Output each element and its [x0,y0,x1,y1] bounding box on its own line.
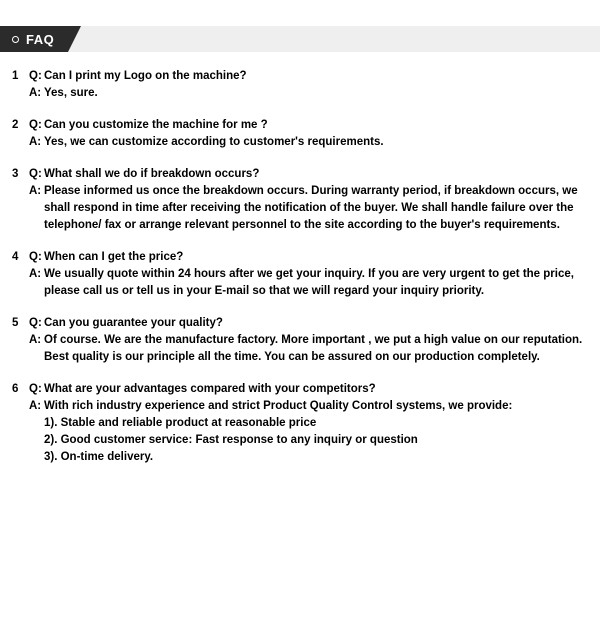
answer-tag: A: [29,400,42,412]
faq-answer-row [29,85,586,102]
question-text: Can I print my Logo on the machine? [44,70,247,82]
answer-text: Yes, we can customize according to customer's requirements. [44,136,384,148]
question-tag: Q: [29,383,42,395]
answer-tag: A: [29,185,42,197]
faq-answer-row [29,398,586,415]
answer-text: Yes, sure. [44,87,98,99]
circle-outline-icon [12,36,19,43]
faq-answer-row [29,266,586,300]
faq-item-number: 5 [12,317,19,329]
answer-text: Of course. We are the manufacture factory. More important , we put a high value on our reputation. Best quality is our principle all the time. You can be assured on our production completely. [44,334,583,363]
answer-sub-item: 3). On-time delivery. [44,451,154,463]
faq-item-body [29,249,586,300]
faq-item [12,315,586,366]
faq-item-number: 6 [12,383,19,395]
faq-list [0,52,600,466]
faq-question-row [29,166,586,183]
faq-header-tab [0,26,68,52]
question-tag: Q: [29,251,42,263]
question-tag: Q: [29,70,42,82]
answer-tag: A: [29,268,42,280]
faq-item-body [29,166,586,234]
question-text: What are your advantages compared with your competitors? [44,383,376,395]
faq-answer-row [29,134,586,151]
faq-item-body [29,315,586,366]
answer-text: Please informed us once the breakdown occurs. During warranty period, if breakdown occurs, we shall respond in time after receiving the notification of the buyer. We shall handle failure over the telephone/ fax or arrange relevant personnel to the site according to the buyer's requirements. [44,185,578,231]
answer-sub-item: 2). Good customer service: Fast response to any inquiry or question [44,434,418,446]
faq-title: FAQ [26,31,55,47]
faq-item [12,117,586,151]
faq-item [12,68,586,102]
question-tag: Q: [29,168,42,180]
faq-answer-row [29,183,586,234]
faq-item [12,249,586,300]
faq-answer-row [29,332,586,366]
answer-sub-list [29,415,586,466]
answer-tag: A: [29,136,42,148]
faq-item [12,381,586,466]
answer-text: With rich industry experience and strict Product Quality Control systems, we provide: [44,400,513,412]
question-text: Can you guarantee your quality? [44,317,223,329]
faq-item-number: 2 [12,119,19,131]
faq-item-body [29,117,586,151]
answer-sub-item: 1). Stable and reliable product at reasonable price [44,417,317,429]
answer-tag: A: [29,87,42,99]
faq-header-bar [0,26,600,52]
faq-item-body [29,381,586,466]
faq-item-number: 4 [12,251,19,263]
faq-question-row [29,381,586,398]
question-text: When can I get the price? [44,251,184,263]
faq-item-number: 1 [12,70,19,82]
question-tag: Q: [29,317,42,329]
faq-question-row [29,68,586,85]
faq-item [12,166,586,234]
faq-item-number: 3 [12,168,19,180]
answer-tag: A: [29,334,42,346]
faq-question-row [29,249,586,266]
question-tag: Q: [29,119,42,131]
answer-text: We usually quote within 24 hours after we get your inquiry. If you are very urgent to get the price, please call us or tell us in your E-mail so that we will regard your inquiry priority. [44,268,574,297]
faq-question-row [29,117,586,134]
question-text: What shall we do if breakdown occurs? [44,168,260,180]
faq-page [0,26,600,626]
faq-question-row [29,315,586,332]
question-text: Can you customize the machine for me ? [44,119,268,131]
faq-item-body [29,68,586,102]
